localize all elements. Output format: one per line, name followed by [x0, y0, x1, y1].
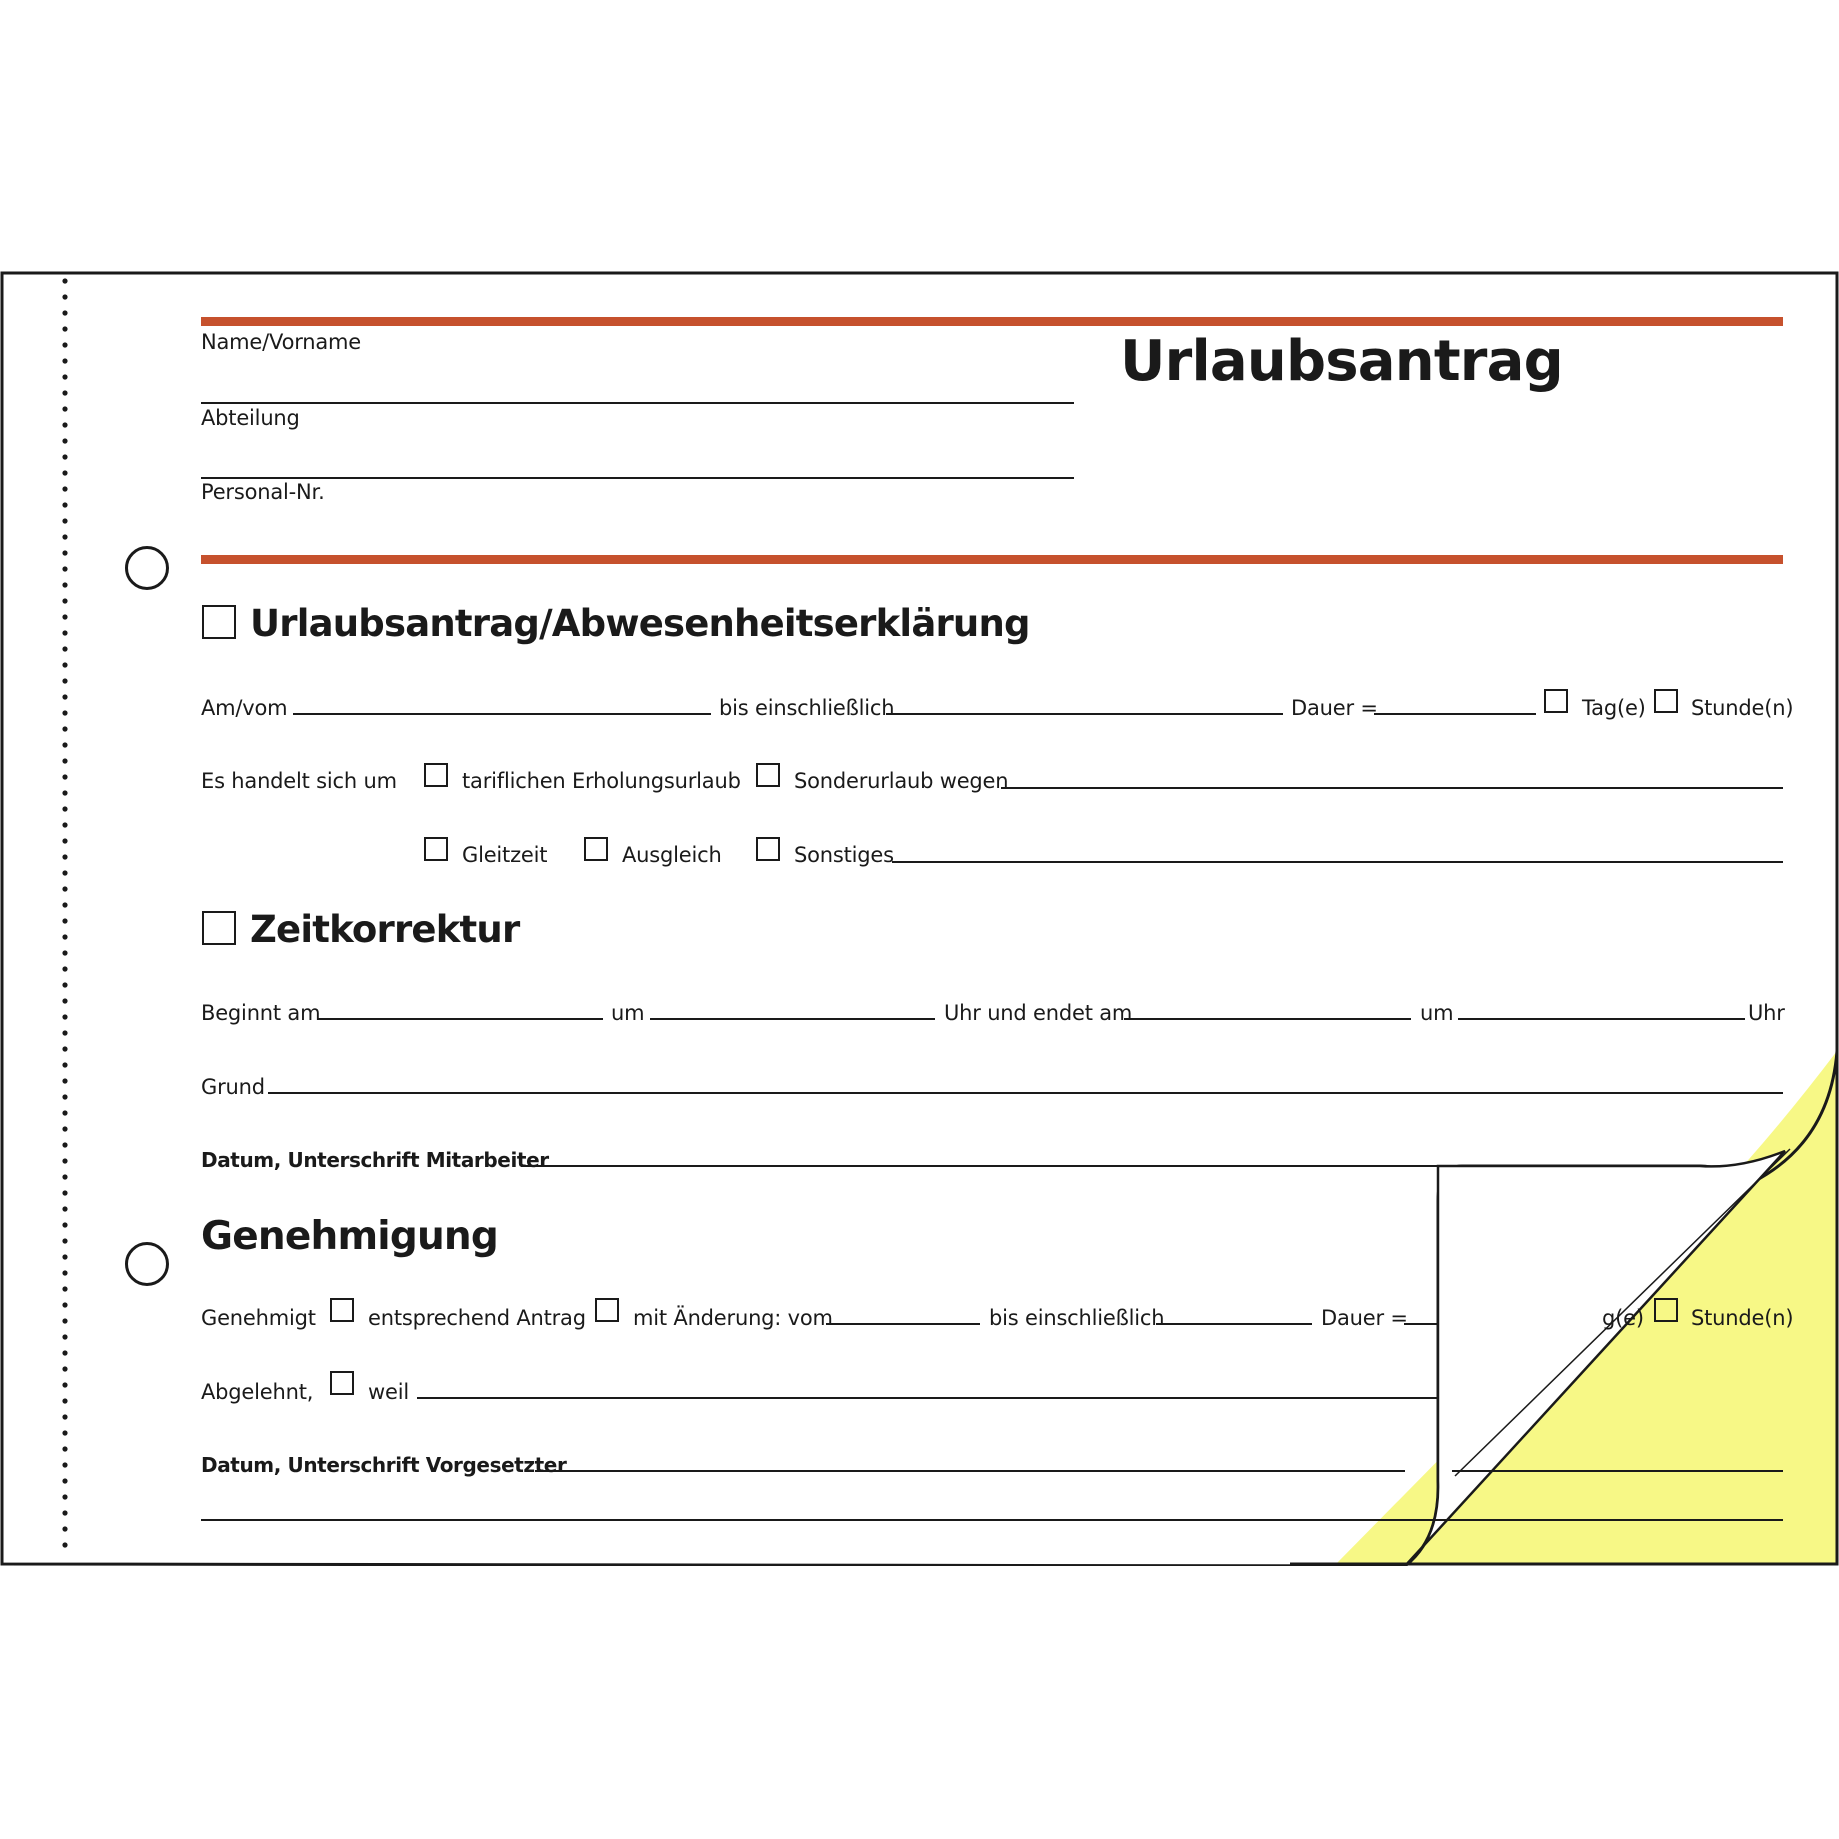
perforation-dot	[62, 966, 67, 971]
leave-type-label: Es handelt sich um	[201, 769, 397, 793]
perforation-dot	[62, 454, 67, 459]
perforation-dot	[62, 1366, 67, 1371]
perforation-dot	[62, 710, 67, 715]
perforation-dot	[62, 1302, 67, 1307]
with-changes-label: mit Änderung: vom	[633, 1306, 833, 1330]
other-checkbox[interactable]	[756, 837, 780, 861]
special-leave-reason-line[interactable]	[1001, 787, 1783, 789]
perforation-dot	[62, 982, 67, 987]
begins-time-line[interactable]	[650, 1018, 935, 1020]
reason-line[interactable]	[268, 1092, 1783, 1094]
perforation-dot	[62, 550, 67, 555]
perforation-dot	[62, 1174, 67, 1179]
perforation-dot	[62, 534, 67, 539]
begins-label: Beginnt am	[201, 1001, 321, 1025]
punch-hole-top	[125, 546, 169, 590]
leave-request-checkbox[interactable]	[202, 605, 236, 639]
perforation-dot	[62, 1350, 67, 1355]
from-label: Am/vom	[201, 696, 288, 720]
perforation-dot	[62, 310, 67, 315]
perforation-dot	[62, 918, 67, 923]
perforation-dot	[62, 838, 67, 843]
perforation-dot	[62, 390, 67, 395]
perforation-dot	[62, 294, 67, 299]
hours-checkbox[interactable]	[1654, 689, 1678, 713]
perforation-dot	[62, 358, 67, 363]
perforation-dot	[62, 1286, 67, 1291]
page-title: Urlaubsantrag	[1120, 329, 1563, 394]
approved-from-line[interactable]	[826, 1323, 980, 1325]
clock-ends-label: Uhr und endet am	[944, 1001, 1133, 1025]
department-line[interactable]	[201, 477, 1074, 479]
perforation-dot	[62, 598, 67, 603]
perforation-dot	[62, 886, 67, 891]
name-line[interactable]	[201, 402, 1074, 404]
clock-label: Uhr	[1748, 1001, 1785, 1025]
perforation-dot	[62, 1446, 67, 1451]
approved-hours-checkbox[interactable]	[1654, 1298, 1678, 1322]
perforation-dot	[62, 374, 67, 379]
accent-bar-top	[201, 317, 1783, 326]
perforation-dot	[62, 1414, 67, 1419]
perforation-dot	[62, 806, 67, 811]
time-correction-heading: Zeitkorrektur	[250, 908, 520, 951]
perforation-dot	[62, 1510, 67, 1515]
perforation-dot	[62, 742, 67, 747]
special-leave-checkbox[interactable]	[756, 763, 780, 787]
perforation-dot	[62, 950, 67, 955]
accent-bar-bottom	[201, 555, 1783, 564]
approved-hours-label: Stunde(n)	[1691, 1306, 1794, 1330]
other-reason-line[interactable]	[892, 861, 1783, 863]
as-requested-label: entsprechend Antrag	[368, 1306, 586, 1330]
from-line[interactable]	[293, 713, 711, 715]
to-line[interactable]	[886, 713, 1283, 715]
perforation-dot	[62, 774, 67, 779]
approval-heading: Genehmigung	[201, 1214, 499, 1259]
footer-line-copy	[1394, 1519, 1783, 1521]
employee-signature-label: Datum, Unterschrift Mitarbeiter	[201, 1148, 549, 1172]
tariff-leave-label: tariflichen Erholungsurlaub	[462, 769, 741, 793]
perforation-dot	[62, 678, 67, 683]
days-checkbox[interactable]	[1544, 689, 1568, 713]
time-correction-checkbox[interactable]	[202, 911, 236, 945]
perforation-dot	[62, 1462, 67, 1467]
perforation-dot	[62, 1238, 67, 1243]
perforation-dot	[62, 1478, 67, 1483]
perforation-dot	[62, 566, 67, 571]
perforation-dot	[62, 902, 67, 907]
tariff-leave-checkbox[interactable]	[424, 763, 448, 787]
perforation-dot	[62, 1318, 67, 1323]
perforation-dot	[62, 662, 67, 667]
begins-date-line[interactable]	[318, 1018, 603, 1020]
perforation-dot	[62, 518, 67, 523]
approved-label: Genehmigt	[201, 1306, 316, 1330]
to-label: bis einschließlich	[719, 696, 895, 720]
perforation-dot	[62, 822, 67, 827]
perforation-dot	[62, 1254, 67, 1259]
perforation-dot	[62, 1526, 67, 1531]
perforation-dot	[62, 342, 67, 347]
perforation-dot	[62, 326, 67, 331]
perforation-dot	[62, 1142, 67, 1147]
perforation-dot	[62, 630, 67, 635]
punch-hole-bottom	[125, 1242, 169, 1286]
perforation-dot	[62, 406, 67, 411]
rejected-reason-line[interactable]	[417, 1397, 1438, 1399]
department-label: Abteilung	[201, 406, 300, 430]
perforation-dot	[62, 1334, 67, 1339]
form-sheet	[0, 271, 1839, 1566]
days-label: Tag(e)	[1582, 696, 1646, 720]
perforation-dot	[62, 870, 67, 875]
begins-at-label: um	[611, 1001, 645, 1025]
perforation-dot	[62, 726, 67, 731]
duration-line[interactable]	[1374, 713, 1536, 715]
perforation-dot	[62, 1158, 67, 1163]
approved-with-changes-checkbox[interactable]	[595, 1298, 619, 1322]
approved-as-requested-checkbox[interactable]	[330, 1298, 354, 1322]
name-label: Name/Vorname	[201, 330, 362, 354]
perforation-dot	[62, 1030, 67, 1035]
perforation-dot	[62, 998, 67, 1003]
footer-line	[201, 1519, 1406, 1521]
perforation-dot	[62, 582, 67, 587]
perforation-dot	[62, 694, 67, 699]
reason-label: Grund	[201, 1075, 265, 1099]
perforation-dot	[62, 1110, 67, 1115]
personnel-number-label: Personal-Nr.	[201, 480, 325, 504]
flextime-label: Gleitzeit	[462, 843, 548, 867]
ends-time-line[interactable]	[1458, 1018, 1745, 1020]
supervisor-signature-line[interactable]	[535, 1470, 1405, 1472]
perforation-dot	[62, 1494, 67, 1499]
perforation-dot	[62, 614, 67, 619]
perforation-dot	[62, 502, 67, 507]
perforation-dot	[62, 854, 67, 859]
perforation-dot	[62, 422, 67, 427]
other-label: Sonstiges	[794, 843, 894, 867]
perforation-dot	[62, 1190, 67, 1195]
compensation-checkbox[interactable]	[584, 837, 608, 861]
perforation-dot	[62, 1078, 67, 1083]
perforation-dot	[62, 1382, 67, 1387]
perforation-dot	[62, 1094, 67, 1099]
approved-duration-label: Dauer =	[1321, 1306, 1408, 1330]
supervisor-signature-label: Datum, Unterschrift Vorgesetzter	[201, 1453, 567, 1477]
perforation-dot	[62, 1062, 67, 1067]
perforation-dot	[62, 1014, 67, 1019]
perforation-dot	[62, 758, 67, 763]
approved-to-label: bis einschließlich	[989, 1306, 1165, 1330]
perforation-dot	[62, 646, 67, 651]
perforation-dot	[62, 1222, 67, 1227]
perforation-dot	[62, 1542, 67, 1547]
perforation-dot	[62, 934, 67, 939]
approved-duration-line[interactable]	[1404, 1323, 1438, 1325]
perforation-dot	[62, 1430, 67, 1435]
perforation	[62, 278, 67, 1547]
perforation-dot	[62, 438, 67, 443]
perforation-dot	[62, 486, 67, 491]
compensation-label: Ausgleich	[622, 843, 722, 867]
hours-label: Stunde(n)	[1691, 696, 1794, 720]
because-label: weil	[368, 1380, 409, 1404]
perforation-dot	[62, 278, 67, 283]
special-leave-label: Sonderurlaub wegen	[794, 769, 1009, 793]
ends-date-line[interactable]	[1124, 1018, 1411, 1020]
supervisor-signature-line-copy	[1452, 1470, 1783, 1472]
perforation-dot	[62, 470, 67, 475]
approved-days-label: g(e)	[1602, 1306, 1644, 1330]
rejected-label: Abgelehnt,	[201, 1380, 314, 1404]
approved-to-line[interactable]	[1156, 1323, 1312, 1325]
perforation-dot	[62, 1398, 67, 1403]
perforation-dot	[62, 790, 67, 795]
rejected-checkbox[interactable]	[330, 1371, 354, 1395]
leave-request-heading: Urlaubsantrag/Abwesenheitserklärung	[250, 602, 1030, 645]
perforation-dot	[62, 1270, 67, 1275]
perforation-dot	[62, 1126, 67, 1131]
duration-label: Dauer =	[1291, 696, 1378, 720]
ends-at-label: um	[1420, 1001, 1454, 1025]
perforation-dot	[62, 1206, 67, 1211]
perforation-dot	[62, 1046, 67, 1051]
flextime-checkbox[interactable]	[424, 837, 448, 861]
employee-signature-line[interactable]	[521, 1165, 1438, 1167]
